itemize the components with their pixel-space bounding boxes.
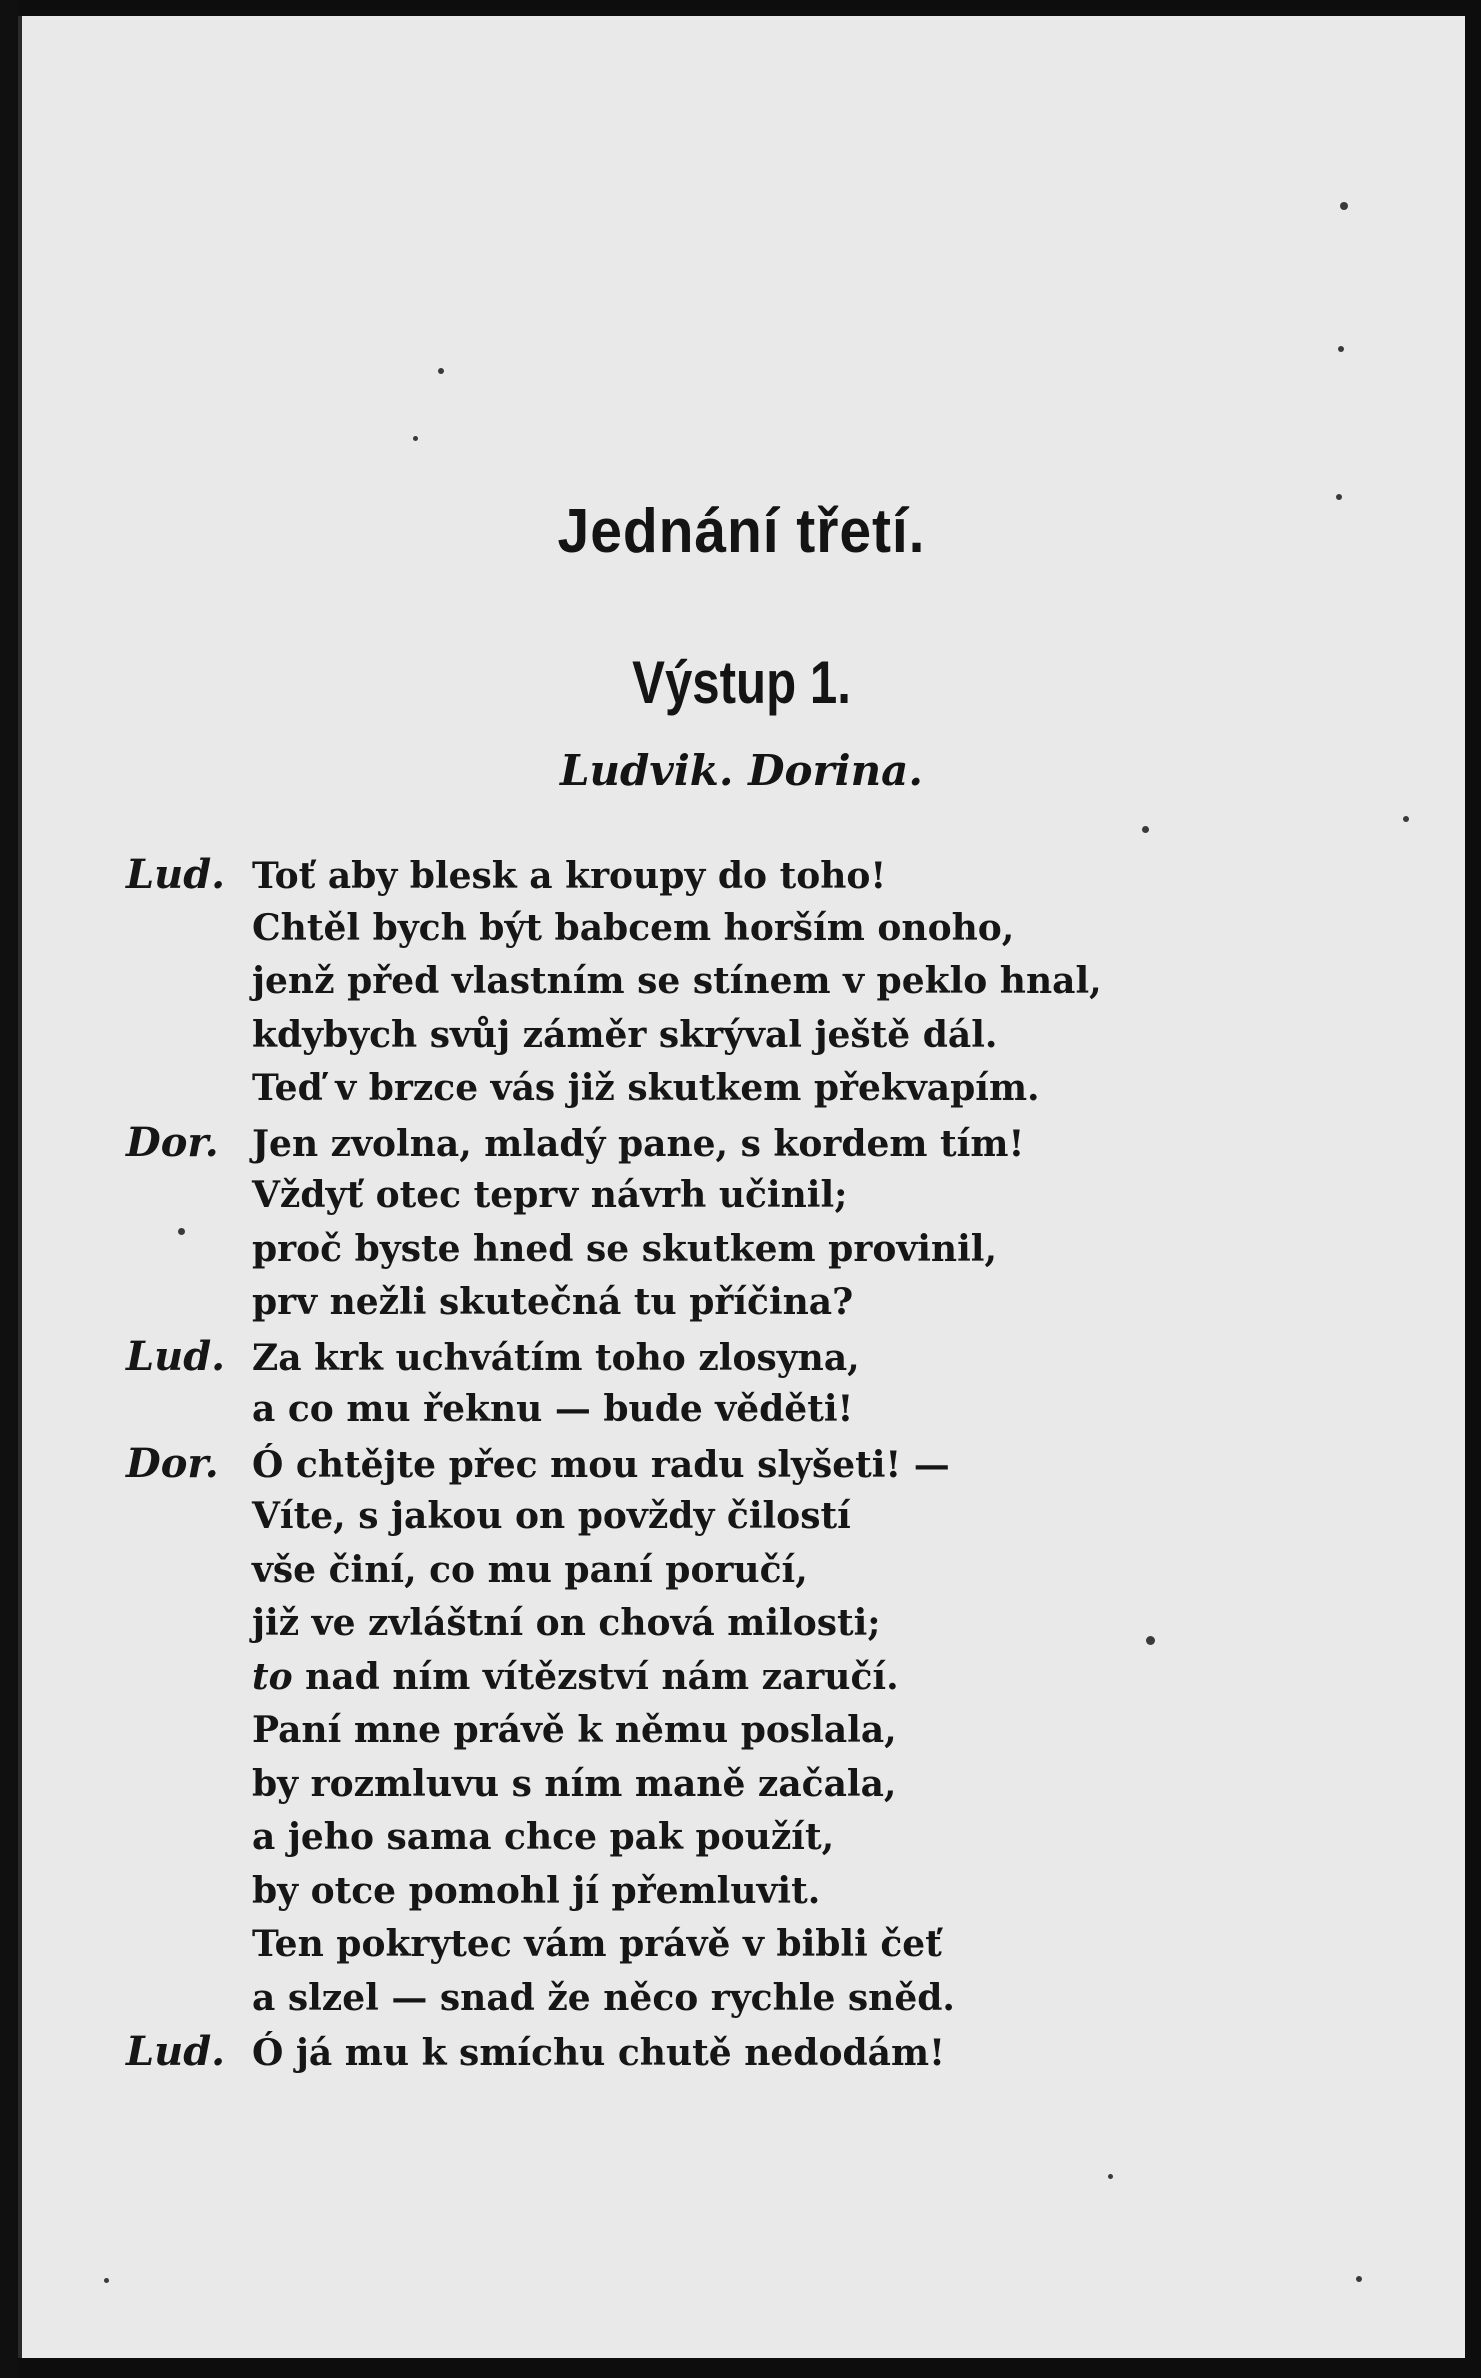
speaker-label: Dor. (126, 1439, 219, 1487)
speaker-label: Dor. (126, 1118, 219, 1166)
line-text: již ve zvláštní on chová milosti; (252, 1602, 881, 1644)
verse-line (126, 1009, 1426, 1063)
act-title: Jednání třetí. (557, 497, 926, 566)
verse-line (126, 1865, 1426, 1919)
paper-speck (438, 368, 444, 374)
paper-speck (1146, 1636, 1155, 1645)
line-text: Jen zvolna, mladý pane, s kordem tím! (252, 1122, 1025, 1165)
line-text: Chtěl bych být babcem horším onoho, (252, 906, 1015, 949)
paper-speck (1336, 494, 1342, 500)
line-text: vše činí, co mu paní poručí, (252, 1548, 808, 1591)
verse-line (126, 1490, 1426, 1544)
line-text: a co mu řeknu — bude věděti! (252, 1388, 854, 1430)
emphasized-word: to (252, 1655, 293, 1698)
paper-speck (1108, 2174, 1113, 2179)
speaker-label: Lud. (126, 2028, 226, 2075)
line-text: Vždyť otec teprv návrh učinil; (252, 1174, 848, 1216)
book-spine-edge (0, 0, 18, 2378)
line-text: Ó já mu k smíchu chutě nedodám! (252, 2032, 945, 2074)
line-text: kdybych svůj záměr skrýval ještě dál. (252, 1013, 998, 1056)
verse-line (126, 1758, 1426, 1812)
cast-list: Ludvik. Dorina. (559, 746, 924, 795)
paper-speck (1356, 2276, 1362, 2282)
line-text: Paní mne právě k němu poslala, (252, 1709, 897, 1751)
verse-line (126, 848, 1426, 902)
verse-line (126, 1330, 1426, 1384)
line-text: proč byste hned se skutkem provinil, (252, 1227, 997, 1270)
verse-block (126, 848, 1426, 2079)
verse-line (126, 1383, 1426, 1437)
line-text: Za krk uchvátím toho zlosyna, (252, 1336, 860, 1379)
line-text: by rozmluvu s ním maně začala, (252, 1762, 897, 1805)
verse-line (126, 902, 1426, 956)
paper-speck (413, 436, 418, 441)
paper-speck (1338, 346, 1344, 352)
verse-line (126, 1544, 1426, 1598)
verse-line (126, 1223, 1426, 1277)
paper-speck (104, 2278, 109, 2283)
verse-line (126, 1169, 1426, 1223)
line-text: Ten pokrytec vám právě v bibli čeť (252, 1923, 942, 1965)
paper-speck (1403, 816, 1409, 822)
paper-speck (178, 1228, 185, 1235)
speaker-label: Lud. (126, 851, 226, 898)
verse-line (126, 1704, 1426, 1758)
line-text: a slzel — snad že něco rychle sněd. (252, 1976, 955, 2019)
line-text: Toť aby blesk a kroupy do toho! (252, 855, 887, 897)
verse-line (126, 2025, 1426, 2079)
verse-line (126, 955, 1426, 1009)
line-text: nad ním vítězství nám zaručí. (292, 1655, 899, 1698)
verse-line (126, 1116, 1426, 1170)
line-text: by otce pomohl jí přemluvit. (252, 1869, 821, 1912)
page-gutter-shadow (18, 16, 22, 2358)
scene-title: Výstup 1. (632, 649, 851, 716)
verse-line (126, 1597, 1426, 1651)
verse-line (126, 1651, 1426, 1705)
book-page (18, 16, 1465, 2358)
line-text: Teď v brzce vás již skutkem překvapím. (252, 1067, 1040, 1109)
paper-speck (1340, 202, 1348, 210)
line-text: Víte, s jakou on povždy čilostí (252, 1495, 851, 1537)
line-text: Ó chtějte přec mou radu slyšeti! — (252, 1443, 950, 1486)
verse-line (126, 1437, 1426, 1491)
speaker-label: Lud. (126, 1332, 226, 1380)
verse-line (126, 1811, 1426, 1865)
paper-speck (1142, 826, 1149, 833)
verse-line (126, 1276, 1426, 1330)
verse-line (126, 1062, 1426, 1116)
line-text: prv nežli skutečná tu příčina? (252, 1281, 854, 1323)
line-text: jenž před vlastním se stínem v peklo hnal, (252, 960, 1102, 1002)
verse-line (126, 1972, 1426, 2026)
line-text: a jeho sama chce pak použít, (252, 1816, 835, 1858)
verse-line (126, 1918, 1426, 1972)
